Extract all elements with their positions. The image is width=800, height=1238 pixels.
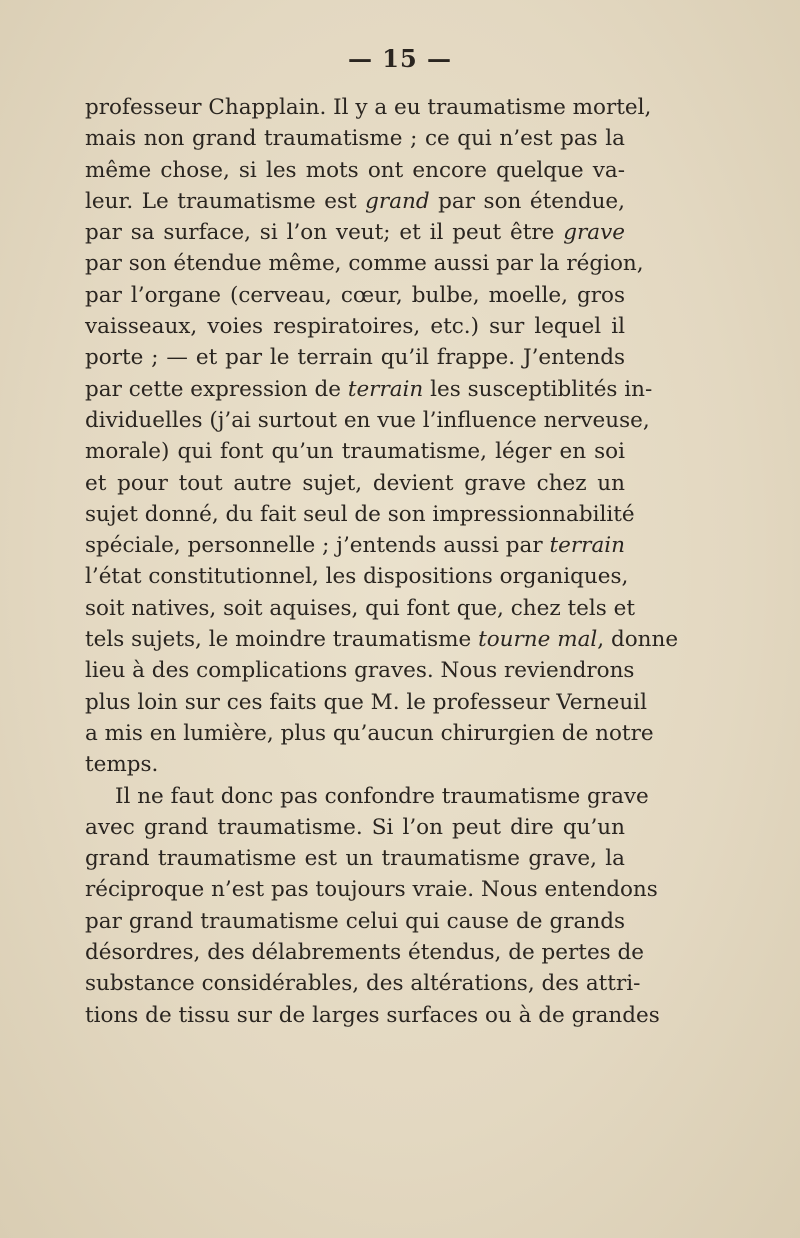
text-line: substance considérables, des altérations, des attri-: [85, 971, 641, 997]
text-line: avec grand traumatisme. Si l’on peut dire qu’un: [85, 814, 625, 840]
text-line: vaisseaux, voies respiratoires, etc.) sur lequel il: [85, 314, 625, 340]
text-line: tels sujets, le moindre traumatisme tourne mal, donne: [85, 627, 679, 653]
text-line: et pour tout autre sujet, devient grave chez un: [85, 470, 625, 496]
text-line: réciproque n’est pas toujours vraie. Nous entendons: [85, 877, 658, 903]
text-line: par grand traumatisme celui qui cause de grands: [85, 908, 625, 934]
text-line: leur. Le traumatisme est grand par son étendue,: [85, 188, 625, 214]
text-line: morale) qui font qu’un traumatisme, léger en soi: [85, 439, 625, 465]
text-line: porte ; — et par le terrain qu’il frappe. J’entends: [85, 345, 625, 371]
text-line: temps.: [85, 752, 159, 778]
body-text: [85, 92, 679, 1031]
text-line: soit natives, soit aquises, qui font que, chez tels et: [85, 595, 635, 621]
page-number: — 15 —: [347, 44, 453, 73]
text-line: l’état constitutionnel, les dispositions organiques,: [85, 564, 629, 590]
paragraph-1: [85, 92, 679, 781]
text-line: lieu à des complications graves. Nous reviendrons: [85, 658, 635, 684]
paragraph-2: [85, 781, 660, 1031]
text-line: spéciale, personnelle ; j’entends aussi par terrain: [85, 533, 625, 559]
text-line: mais non grand traumatisme ; ce qui n’est pas la: [85, 126, 625, 152]
text-line: désordres, des délabrements étendus, de pertes de: [85, 940, 645, 966]
text-line: par cette expression de terrain les susceptiblités in-: [85, 376, 653, 402]
text-line: sujet donné, du fait seul de son impressionnabilité: [85, 501, 635, 527]
text-line: par son étendue même, comme aussi par la région,: [85, 251, 644, 277]
text-line: plus loin sur ces faits que M. le professeur Verneuil: [85, 689, 647, 715]
text-line: grand traumatisme est un traumatisme grave, la: [85, 846, 625, 872]
text-line: tions de tissu sur de larges surfaces ou à de grandes: [85, 1002, 660, 1028]
text-line: professeur Chapplain. Il y a eu traumatisme mortel,: [85, 95, 652, 120]
text-line: dividuelles (j’ai surtout en vue l’influence nerveuse,: [85, 407, 650, 433]
text-line: a mis en lumière, plus qu’aucun chirurgien de notre: [85, 720, 654, 746]
text-line: même chose, si les mots ont encore quelque va-: [85, 157, 625, 183]
text-line: par l’organe (cerveau, cœur, bulbe, moelle, gros: [85, 282, 625, 308]
text-line: par sa surface, si l’on veut; et il peut être grave: [85, 220, 625, 246]
text-line: Il ne faut donc pas confondre traumatisme grave: [115, 783, 649, 809]
